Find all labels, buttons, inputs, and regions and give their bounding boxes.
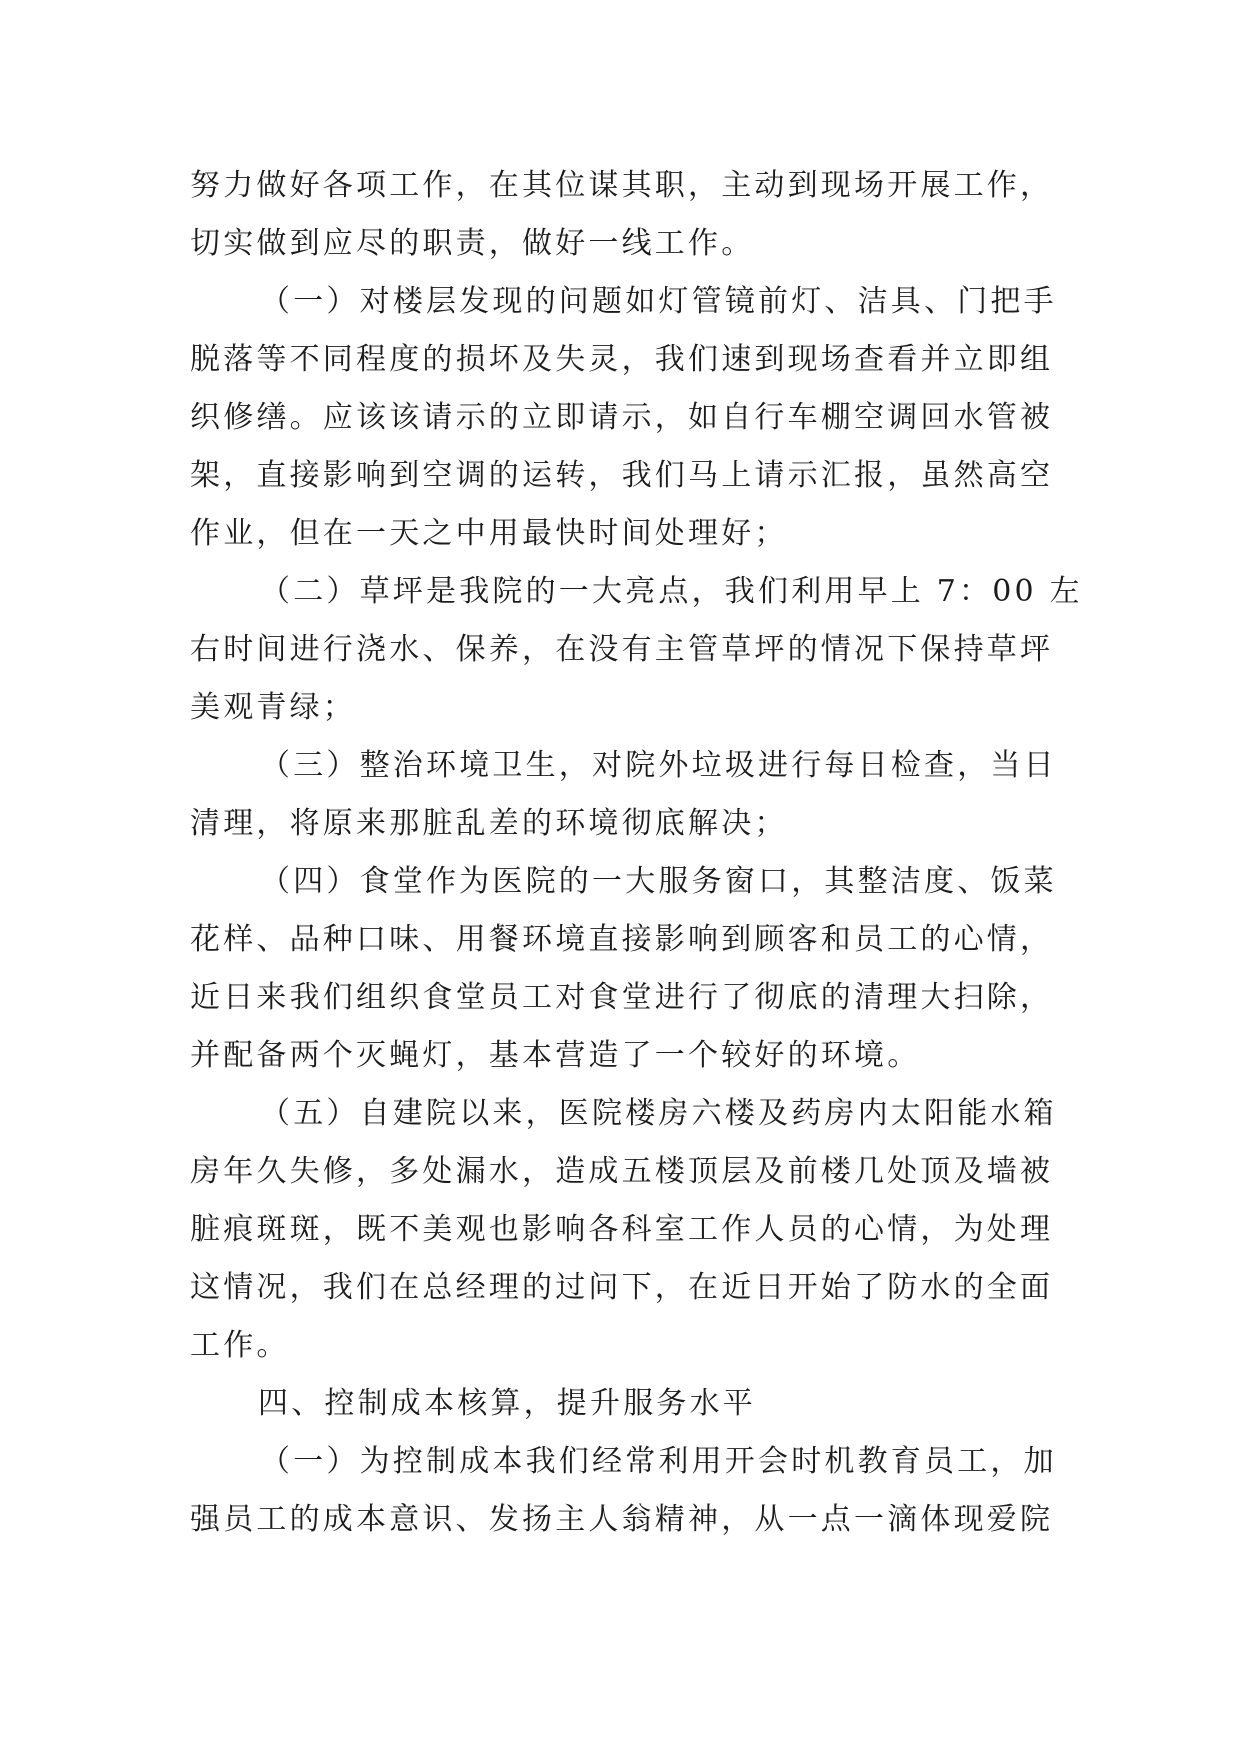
text-line: 并配备两个灭蝇灯，基本营造了一个较好的环境。 <box>190 1038 921 1073</box>
text-line: 架，直接影响到空调的运转，我们马上请示汇报，虽然高空 <box>190 458 1054 493</box>
paragraph-start-line: （一）为控制成本我们经常利用开会时机教育员工，加 <box>260 1444 1057 1479</box>
paragraph-start-line: （三）整治环境卫生，对院外垃圾进行每日检查，当日 <box>260 748 1057 783</box>
paragraph-start-line: （一）对楼层发现的问题如灯管镜前灯、洁具、门把手 <box>260 284 1057 319</box>
text-line: 作业，但在一天之中用最快时间处理好； <box>190 516 788 551</box>
text-line: 花样、品种口味、用餐环境直接影响到顾客和员工的心情， <box>190 922 1054 957</box>
paragraph-start-line: （四）食堂作为医院的一大服务窗口，其整洁度、饭菜 <box>260 864 1057 899</box>
text-line: 切实做到应尽的职责，做好一线工作。 <box>190 226 755 261</box>
text-line: 工作。 <box>190 1328 290 1363</box>
text-line: 织修缮。应该该请示的立即请示，如自行车棚空调回水管被 <box>190 400 1054 435</box>
text-line: 右时间进行浇水、保养，在没有主管草坪的情况下保持草坪 <box>190 632 1054 667</box>
section-heading: 四、控制成本核算，提升服务水平 <box>258 1386 756 1421</box>
text-line: 脏痕斑斑，既不美观也影响各科室工作人员的心情，为处理 <box>190 1212 1054 1247</box>
text-line: 努力做好各项工作，在其位谋其职，主动到现场开展工作， <box>190 168 1054 203</box>
paragraph-start-line: （二）草坪是我院的一大亮点，我们利用早上 7：00 左 <box>260 574 1083 609</box>
text-line: 强员工的成本意识、发扬主人翁精神，从一点一滴体现爱院 <box>190 1502 1054 1537</box>
text-line: 美观青绿； <box>190 690 356 725</box>
text-line: 清理，将原来那脏乱差的环境彻底解决； <box>190 806 788 841</box>
text-line: 这情况，我们在总经理的过问下，在近日开始了防水的全面 <box>190 1270 1054 1305</box>
document-body <box>190 157 1083 1549</box>
text-line: 房年久失修，多处漏水，造成五楼顶层及前楼几处顶及墙被 <box>190 1154 1054 1189</box>
text-line: 脱落等不同程度的损坏及失灵，我们速到现场查看并立即组 <box>190 342 1054 377</box>
text-line: 近日来我们组织食堂员工对食堂进行了彻底的清理大扫除， <box>190 980 1054 1015</box>
paragraph-start-line: （五）自建院以来，医院楼房六楼及药房内太阳能水箱 <box>260 1096 1057 1131</box>
